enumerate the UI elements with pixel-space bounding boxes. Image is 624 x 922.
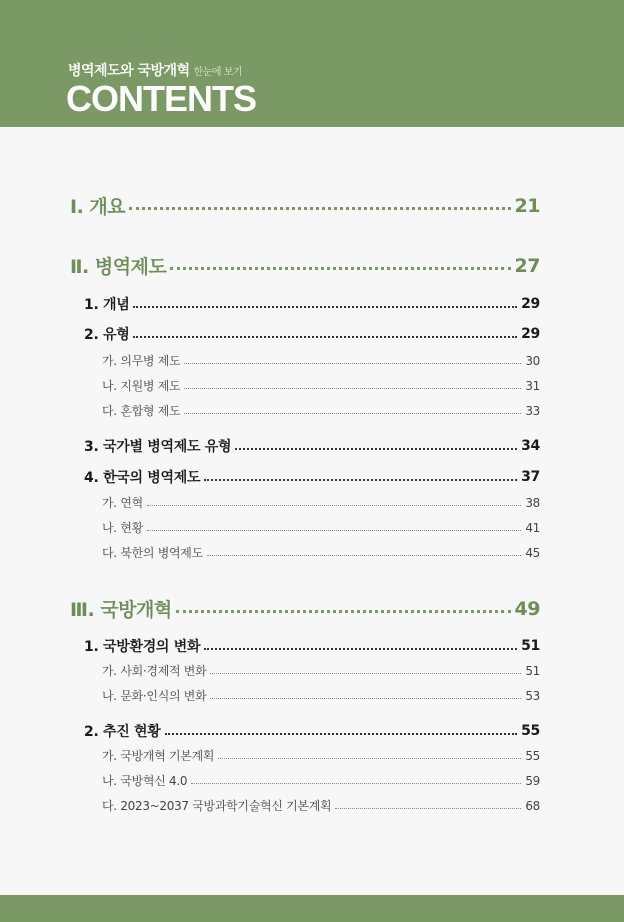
toc-subsection[interactable] <box>102 519 540 536</box>
toc-label: 2. 추진 현황 <box>84 724 161 740</box>
toc-page: 55 <box>525 748 540 763</box>
toc-leader <box>133 306 517 308</box>
toc-leader <box>147 505 521 506</box>
toc-subsection[interactable] <box>102 402 540 419</box>
toc-leader <box>147 530 521 531</box>
toc-label: 1. 개념 <box>84 297 130 313</box>
toc-page: 53 <box>525 688 540 703</box>
toc-page: 68 <box>525 798 540 813</box>
header-band <box>0 0 624 127</box>
toc-leader <box>218 758 521 759</box>
toc-section[interactable] <box>84 324 540 344</box>
footer-band <box>0 895 624 922</box>
toc-label: 4. 한국의 병역제도 <box>84 470 201 486</box>
toc-page: 41 <box>525 520 540 535</box>
toc-leader <box>335 808 521 809</box>
toc-page: 51 <box>521 638 540 654</box>
toc-leader <box>210 698 521 699</box>
toc-leader <box>191 783 521 784</box>
toc-page: 31 <box>525 378 540 393</box>
toc-label: 가. 국방개혁 기본계획 <box>102 749 215 763</box>
toc-leader <box>184 388 521 389</box>
toc-page: 51 <box>525 663 540 678</box>
toc-leader <box>165 733 518 735</box>
toc-subsection[interactable] <box>102 687 540 704</box>
toc-section[interactable] <box>84 721 540 741</box>
toc-leader <box>207 555 521 556</box>
toc-section[interactable] <box>84 636 540 656</box>
toc-leader <box>184 413 521 414</box>
toc-subsection[interactable] <box>102 747 540 764</box>
toc-page: 30 <box>525 353 540 368</box>
toc-label: 다. 북한의 병역제도 <box>102 546 203 560</box>
toc-page: 34 <box>521 438 540 454</box>
toc-page: 49 <box>514 597 540 620</box>
toc-subsection[interactable] <box>102 772 540 789</box>
toc-label: 가. 사회·경제적 변화 <box>102 664 207 678</box>
toc-page: 29 <box>521 326 540 342</box>
toc-label: 2. 유형 <box>84 327 130 343</box>
book-subtitle-bold: 병역제도와 국방개혁 <box>68 63 190 79</box>
toc-leader <box>176 610 511 613</box>
toc-label: 다. 2023~2037 국방과학기술혁신 기본계획 <box>102 799 332 813</box>
toc-label: 3. 국가별 병역제도 유형 <box>84 439 232 455</box>
toc-label: Ⅲ. 국방개혁 <box>70 599 172 621</box>
toc-subsection[interactable] <box>102 797 540 814</box>
toc-leader <box>210 673 521 674</box>
toc-leader <box>204 648 517 650</box>
toc-label: 가. 연혁 <box>102 496 143 510</box>
contents-title: CONTENTS <box>66 78 256 119</box>
toc-section[interactable] <box>84 294 540 314</box>
toc-chapter[interactable] <box>70 595 540 622</box>
toc-label: 다. 혼합형 제도 <box>102 404 181 418</box>
toc-subsection[interactable] <box>102 662 540 679</box>
toc-label: Ⅱ. 병역제도 <box>70 256 167 278</box>
toc-leader <box>235 448 517 450</box>
toc-label: 나. 국방혁신 4.0 <box>102 774 188 788</box>
toc-page: 37 <box>521 469 540 485</box>
toc-label: 나. 지원병 제도 <box>102 379 181 393</box>
toc-chapter[interactable] <box>70 252 540 279</box>
toc-page: 29 <box>521 296 540 312</box>
toc-leader <box>184 363 521 364</box>
toc-page: 38 <box>525 495 540 510</box>
toc-section[interactable] <box>84 436 540 456</box>
toc-page: 55 <box>521 723 540 739</box>
toc-leader <box>170 267 510 270</box>
toc-subsection[interactable] <box>102 494 540 511</box>
toc-label: 1. 국방환경의 변화 <box>84 639 201 655</box>
toc-label: 가. 의무병 제도 <box>102 354 181 368</box>
toc-page: 59 <box>525 773 540 788</box>
toc-label: Ⅰ. 개요 <box>70 196 126 218</box>
toc-page: 27 <box>514 254 540 277</box>
book-subtitle <box>68 60 242 80</box>
toc-chapter[interactable] <box>70 192 540 219</box>
toc-subsection[interactable] <box>102 352 540 369</box>
toc-leader <box>129 207 510 210</box>
book-subtitle-light: 한눈에 보기 <box>193 67 243 78</box>
toc-leader <box>133 336 517 338</box>
toc-subsection[interactable] <box>102 377 540 394</box>
toc-label: 나. 현황 <box>102 521 143 535</box>
toc-section[interactable] <box>84 467 540 487</box>
toc-page: 21 <box>514 194 540 217</box>
toc-page: 33 <box>525 403 540 418</box>
toc-leader <box>204 479 517 481</box>
toc-label: 나. 문화·인식의 변화 <box>102 689 207 703</box>
toc-page: 45 <box>525 545 540 560</box>
toc-subsection[interactable] <box>102 544 540 561</box>
